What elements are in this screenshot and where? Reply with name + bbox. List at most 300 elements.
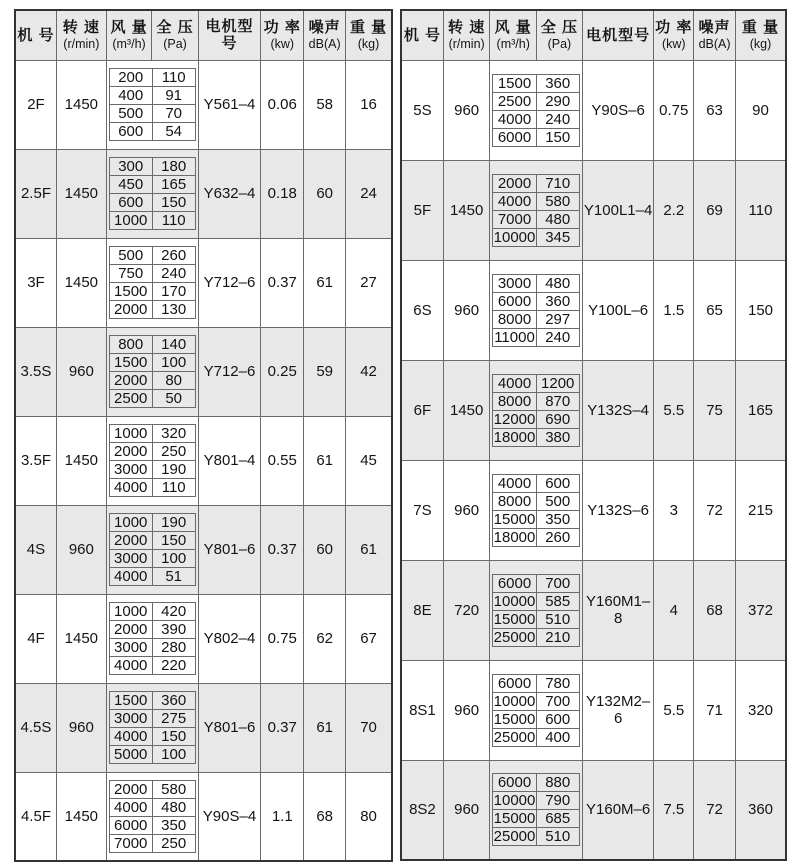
motor-cell: Y90S–4	[198, 772, 261, 861]
airflow-pressure-subtable	[109, 246, 196, 319]
pressure-value: 400	[536, 728, 579, 746]
noise-cell: 60	[304, 149, 346, 238]
airflow-pressure-subrow	[109, 354, 195, 372]
pressure-value: 700	[536, 574, 579, 592]
weight-cell: 372	[736, 560, 786, 660]
pressure-value: 54	[152, 123, 195, 141]
airflow-pressure-subtable	[109, 157, 196, 230]
airflow-value: 300	[109, 158, 152, 176]
airflow-pressure-subrow	[493, 792, 579, 810]
speed-cell: 1450	[56, 594, 106, 683]
col-header-speed	[443, 10, 490, 60]
pressure-value: 210	[536, 628, 579, 646]
weight-cell: 42	[346, 327, 392, 416]
airflow-pressure-subrow	[493, 828, 579, 846]
airflow-value: 500	[109, 247, 152, 265]
model-cell: 3.5S	[15, 327, 56, 416]
airflow-value: 1000	[109, 514, 152, 532]
weight-cell: 320	[736, 660, 786, 760]
col-header-speed	[56, 10, 106, 60]
pressure-value: 700	[536, 692, 579, 710]
speed-cell: 960	[56, 327, 106, 416]
pressure-value: 165	[152, 176, 195, 194]
col-header-noise	[304, 10, 346, 60]
airflow-pressure-subrow	[109, 123, 195, 141]
col-header-motor	[582, 10, 654, 60]
pressure-value: 150	[536, 128, 579, 146]
airflow-value: 4000	[109, 657, 152, 675]
col-header-airflow-unit: (m³/h)	[112, 36, 146, 51]
airflow-pressure-subrow	[109, 372, 195, 390]
airflow-value: 4000	[109, 568, 152, 586]
col-header-motor	[198, 10, 261, 60]
airflow-pressure-block	[106, 594, 198, 683]
airflow-pressure-subtable	[109, 68, 196, 141]
pressure-value: 220	[152, 657, 195, 675]
pressure-value: 190	[152, 461, 195, 479]
weight-cell: 215	[736, 460, 786, 560]
airflow-pressure-subrow	[493, 528, 579, 546]
speed-cell: 1450	[56, 238, 106, 327]
model-cell: 2F	[15, 60, 56, 149]
power-cell: 5.5	[654, 360, 694, 460]
noise-cell: 61	[304, 238, 346, 327]
airflow-pressure-subrow	[109, 834, 195, 852]
airflow-pressure-block	[490, 260, 582, 360]
pressure-value: 510	[536, 610, 579, 628]
weight-cell: 45	[346, 416, 392, 505]
power-cell: 1.5	[654, 260, 694, 360]
motor-cell: Y100L1–4	[582, 160, 654, 260]
pressure-value: 790	[536, 792, 579, 810]
noise-cell: 60	[304, 505, 346, 594]
pressure-value: 150	[152, 728, 195, 746]
speed-cell: 1450	[56, 772, 106, 861]
col-header-motor-label: 电机型号	[205, 18, 254, 53]
col-header-airflow	[490, 10, 537, 60]
airflow-pressure-subrow	[493, 592, 579, 610]
airflow-value: 10000	[493, 228, 536, 246]
pressure-value: 350	[152, 816, 195, 834]
col-header-airflow-unit: (m³/h)	[496, 36, 530, 51]
airflow-value: 4000	[493, 474, 536, 492]
airflow-value: 15000	[493, 710, 536, 728]
noise-cell: 62	[304, 594, 346, 683]
col-header-noise-unit: dB(A)	[308, 36, 341, 51]
col-header-power-label: 功 率	[655, 19, 693, 37]
col-header-power-label: 功 率	[263, 19, 301, 37]
noise-cell: 65	[694, 260, 736, 360]
airflow-pressure-subrow	[493, 774, 579, 792]
airflow-value: 600	[109, 123, 152, 141]
pressure-value: 685	[536, 810, 579, 828]
airflow-pressure-block	[106, 683, 198, 772]
airflow-pressure-subrow	[493, 674, 579, 692]
col-header-model-label: 机 号	[403, 26, 441, 44]
airflow-pressure-block	[106, 238, 198, 327]
motor-cell: Y160M–6	[582, 760, 654, 860]
airflow-pressure-block	[106, 772, 198, 861]
airflow-value: 6000	[109, 816, 152, 834]
noise-cell: 68	[694, 560, 736, 660]
motor-cell: Y801–6	[198, 683, 261, 772]
motor-cell: Y160M1–8	[582, 560, 654, 660]
pressure-value: 51	[152, 568, 195, 586]
airflow-value: 7000	[109, 834, 152, 852]
pressure-value: 240	[536, 328, 579, 346]
airflow-pressure-subtable	[492, 274, 579, 347]
airflow-value: 2500	[493, 92, 536, 110]
motor-cell: Y632–4	[198, 149, 261, 238]
col-header-weight	[346, 10, 392, 60]
col-header-weight-label: 重 量	[349, 19, 388, 37]
power-cell: 4	[654, 560, 694, 660]
motor-cell: Y802–4	[198, 594, 261, 683]
airflow-value: 15000	[493, 610, 536, 628]
airflow-value: 4000	[493, 192, 536, 210]
power-cell: 2.2	[654, 160, 694, 260]
airflow-value: 6000	[493, 128, 536, 146]
model-cell: 8S2	[401, 760, 443, 860]
weight-cell: 16	[346, 60, 392, 149]
airflow-pressure-subrow	[109, 461, 195, 479]
table-row	[15, 60, 392, 149]
motor-cell: Y132S–4	[582, 360, 654, 460]
weight-cell: 70	[346, 683, 392, 772]
pressure-value: 110	[152, 212, 195, 230]
airflow-pressure-subrow	[109, 194, 195, 212]
airflow-pressure-subrow	[109, 69, 195, 87]
pressure-value: 320	[152, 425, 195, 443]
airflow-pressure-subtable	[492, 674, 579, 747]
airflow-pressure-subtable	[492, 574, 579, 647]
speed-cell: 720	[443, 560, 490, 660]
col-header-speed-unit: (r/min)	[448, 36, 485, 51]
speed-cell: 960	[443, 760, 490, 860]
pressure-value: 190	[152, 514, 195, 532]
noise-cell: 75	[694, 360, 736, 460]
table-row	[15, 505, 392, 594]
header-row	[401, 10, 786, 60]
table-row	[15, 683, 392, 772]
airflow-value: 3000	[109, 461, 152, 479]
airflow-pressure-subrow	[493, 210, 579, 228]
airflow-pressure-subrow	[109, 425, 195, 443]
airflow-pressure-subrow	[109, 746, 195, 764]
airflow-value: 25000	[493, 728, 536, 746]
airflow-pressure-subrow	[109, 336, 195, 354]
airflow-pressure-subrow	[493, 292, 579, 310]
table-row	[15, 594, 392, 683]
airflow-pressure-subrow	[493, 628, 579, 646]
airflow-pressure-subrow	[493, 74, 579, 92]
airflow-value: 6000	[493, 774, 536, 792]
noise-cell: 61	[304, 416, 346, 505]
airflow-value: 7000	[493, 210, 536, 228]
speed-cell: 960	[56, 505, 106, 594]
airflow-pressure-subtable	[492, 174, 579, 247]
airflow-pressure-subtable	[492, 374, 579, 447]
airflow-value: 18000	[493, 528, 536, 546]
airflow-pressure-subtable	[109, 335, 196, 408]
airflow-pressure-subrow	[493, 328, 579, 346]
airflow-pressure-subrow	[109, 283, 195, 301]
col-header-model	[401, 10, 443, 60]
airflow-value: 11000	[494, 328, 535, 346]
pressure-value: 600	[536, 710, 579, 728]
airflow-pressure-subrow	[109, 105, 195, 123]
noise-cell: 71	[694, 660, 736, 760]
airflow-pressure-block	[490, 760, 582, 860]
col-header-pressure-unit: (Pa)	[547, 36, 572, 51]
airflow-pressure-subrow	[493, 128, 579, 146]
model-cell: 3.5F	[15, 416, 56, 505]
airflow-pressure-subrow	[109, 532, 195, 550]
pressure-value: 100	[152, 746, 195, 764]
pressure-value: 690	[536, 410, 579, 428]
col-header-power-unit: (kw)	[270, 36, 295, 51]
motor-cell: Y132S–6	[582, 460, 654, 560]
col-header-noise-label: 噪声	[308, 19, 341, 37]
pressure-value: 260	[152, 247, 195, 265]
noise-cell: 68	[304, 772, 346, 861]
weight-cell: 165	[736, 360, 786, 460]
col-header-model-label: 机 号	[17, 26, 55, 44]
col-header-pressure-label: 全 压	[540, 19, 578, 37]
airflow-pressure-subrow	[493, 692, 579, 710]
airflow-value: 10000	[493, 792, 536, 810]
pressure-value: 240	[152, 265, 195, 283]
airflow-pressure-subrow	[493, 710, 579, 728]
col-header-pressure	[152, 10, 198, 60]
airflow-value: 5000	[109, 746, 152, 764]
pressure-value: 870	[536, 392, 579, 410]
airflow-value: 25000	[493, 628, 536, 646]
airflow-value: 2000	[493, 174, 536, 192]
motor-cell: Y801–6	[198, 505, 261, 594]
noise-cell: 69	[694, 160, 736, 260]
motor-cell: Y561–4	[198, 60, 261, 149]
speed-cell: 1450	[443, 360, 490, 460]
airflow-value: 15000	[493, 510, 536, 528]
noise-cell: 58	[304, 60, 346, 149]
airflow-pressure-subrow	[493, 310, 579, 328]
col-header-weight-unit: (kg)	[749, 36, 772, 51]
weight-cell: 80	[346, 772, 392, 861]
pressure-value: 275	[152, 710, 195, 728]
weight-cell: 90	[736, 60, 786, 160]
model-cell: 8E	[401, 560, 443, 660]
table-row	[15, 238, 392, 327]
col-header-airflow-label: 风 量	[110, 19, 148, 37]
airflow-value: 2000	[109, 372, 152, 390]
airflow-value: 2000	[109, 621, 152, 639]
airflow-value: 25000	[493, 828, 536, 846]
airflow-pressure-subtable	[492, 773, 579, 846]
weight-cell: 67	[346, 594, 392, 683]
airflow-value: 1500	[109, 692, 152, 710]
speed-cell: 1450	[56, 149, 106, 238]
airflow-value: 750	[109, 265, 152, 283]
table-row	[401, 460, 786, 560]
speed-cell: 960	[443, 260, 490, 360]
pressure-value: 240	[536, 110, 579, 128]
airflow-value: 4000	[109, 479, 152, 497]
model-cell: 4S	[15, 505, 56, 594]
airflow-pressure-subrow	[109, 816, 195, 834]
power-cell: 0.75	[261, 594, 304, 683]
pressure-value: 360	[152, 692, 195, 710]
pressure-value: 580	[152, 780, 195, 798]
power-cell: 0.37	[261, 238, 304, 327]
airflow-pressure-subrow	[109, 265, 195, 283]
model-cell: 4.5S	[15, 683, 56, 772]
airflow-pressure-subrow	[109, 621, 195, 639]
airflow-pressure-subrow	[109, 247, 195, 265]
model-cell: 6F	[401, 360, 443, 460]
pressure-value: 500	[536, 492, 579, 510]
pressure-value: 130	[152, 301, 195, 319]
col-header-pressure-unit: (Pa)	[163, 36, 187, 51]
pressure-value: 280	[152, 639, 195, 657]
col-header-pressure	[537, 10, 583, 60]
airflow-pressure-subrow	[109, 479, 195, 497]
speed-cell: 1450	[56, 60, 106, 149]
airflow-pressure-block	[490, 60, 582, 160]
col-header-power-unit: (kw)	[661, 36, 686, 51]
col-header-power	[261, 10, 304, 60]
airflow-pressure-subtable	[109, 691, 196, 764]
airflow-value: 2500	[109, 390, 152, 408]
airflow-value: 6000	[493, 674, 536, 692]
airflow-pressure-subtable	[109, 602, 196, 675]
col-header-speed-label: 转 速	[62, 19, 100, 37]
table-row	[401, 160, 786, 260]
table-row	[401, 760, 786, 860]
col-header-power	[654, 10, 694, 60]
airflow-pressure-subrow	[109, 657, 195, 675]
model-cell: 8S1	[401, 660, 443, 760]
airflow-value: 18000	[493, 428, 536, 446]
weight-cell: 150	[736, 260, 786, 360]
airflow-value: 8000	[493, 392, 536, 410]
pressure-value: 110	[152, 479, 195, 497]
table-row	[401, 560, 786, 660]
pressure-value: 170	[152, 283, 195, 301]
airflow-pressure-subrow	[109, 87, 195, 105]
airflow-value: 6000	[493, 574, 536, 592]
airflow-pressure-subrow	[493, 474, 579, 492]
col-header-weight-label: 重 量	[741, 19, 780, 37]
airflow-value: 3000	[109, 710, 152, 728]
table-row	[15, 416, 392, 505]
pressure-value: 250	[152, 834, 195, 852]
table-row	[15, 149, 392, 238]
airflow-value: 200	[109, 69, 152, 87]
col-header-airflow-label: 风 量	[494, 19, 532, 37]
motor-cell: Y801–4	[198, 416, 261, 505]
pressure-value: 580	[536, 192, 579, 210]
airflow-value: 15000	[493, 810, 536, 828]
power-cell: 0.37	[261, 505, 304, 594]
col-header-speed-unit: (r/min)	[63, 36, 100, 51]
pressure-value: 50	[152, 390, 195, 408]
airflow-pressure-subrow	[109, 798, 195, 816]
airflow-value: 1500	[493, 74, 536, 92]
airflow-pressure-subrow	[493, 810, 579, 828]
pressure-value: 420	[152, 603, 195, 621]
pressure-value: 70	[152, 105, 195, 123]
airflow-pressure-subrow	[109, 780, 195, 798]
pressure-value: 880	[536, 774, 579, 792]
airflow-pressure-subrow	[493, 374, 579, 392]
col-header-speed-label: 转 速	[448, 19, 486, 37]
model-cell: 5S	[401, 60, 443, 160]
airflow-value: 400	[109, 87, 152, 105]
airflow-value: 1500	[109, 354, 152, 372]
airflow-pressure-subrow	[493, 392, 579, 410]
col-header-noise-unit: dB(A)	[698, 36, 731, 51]
airflow-pressure-subrow	[109, 212, 195, 230]
power-cell: 0.25	[261, 327, 304, 416]
table-row	[401, 60, 786, 160]
noise-cell: 61	[304, 683, 346, 772]
airflow-value: 4000	[493, 374, 536, 392]
airflow-pressure-block	[106, 149, 198, 238]
airflow-value: 6000	[493, 292, 536, 310]
noise-cell: 72	[694, 760, 736, 860]
airflow-value: 3000	[109, 550, 152, 568]
airflow-value: 10000	[493, 592, 536, 610]
airflow-pressure-subtable	[492, 474, 579, 547]
airflow-pressure-block	[106, 327, 198, 416]
power-cell: 0.75	[654, 60, 694, 160]
airflow-pressure-subrow	[493, 428, 579, 446]
airflow-pressure-subrow	[109, 728, 195, 746]
pressure-value: 390	[152, 621, 195, 639]
pressure-value: 600	[536, 474, 579, 492]
airflow-pressure-subrow	[493, 110, 579, 128]
airflow-value: 8000	[493, 492, 536, 510]
pressure-value: 350	[536, 510, 579, 528]
weight-cell: 360	[736, 760, 786, 860]
power-cell: 0.55	[261, 416, 304, 505]
model-cell: 3F	[15, 238, 56, 327]
power-cell: 5.5	[654, 660, 694, 760]
airflow-pressure-block	[490, 660, 582, 760]
airflow-value: 600	[109, 194, 152, 212]
model-cell: 4F	[15, 594, 56, 683]
airflow-pressure-subrow	[493, 174, 579, 192]
airflow-pressure-subrow	[493, 274, 579, 292]
airflow-value: 500	[109, 105, 152, 123]
airflow-pressure-subrow	[493, 610, 579, 628]
fan-spec-table-left	[14, 9, 393, 862]
model-cell: 5F	[401, 160, 443, 260]
speed-cell: 960	[443, 660, 490, 760]
airflow-pressure-subrow	[493, 574, 579, 592]
airflow-pressure-subrow	[109, 443, 195, 461]
pressure-value: 140	[152, 336, 195, 354]
airflow-value: 2000	[109, 301, 152, 319]
table-row	[401, 260, 786, 360]
pressure-value: 710	[536, 174, 579, 192]
pressure-value: 380	[536, 428, 579, 446]
airflow-pressure-subtable	[492, 74, 579, 147]
pressure-value: 480	[536, 274, 579, 292]
airflow-pressure-block	[106, 505, 198, 594]
motor-cell: Y100L–6	[582, 260, 654, 360]
